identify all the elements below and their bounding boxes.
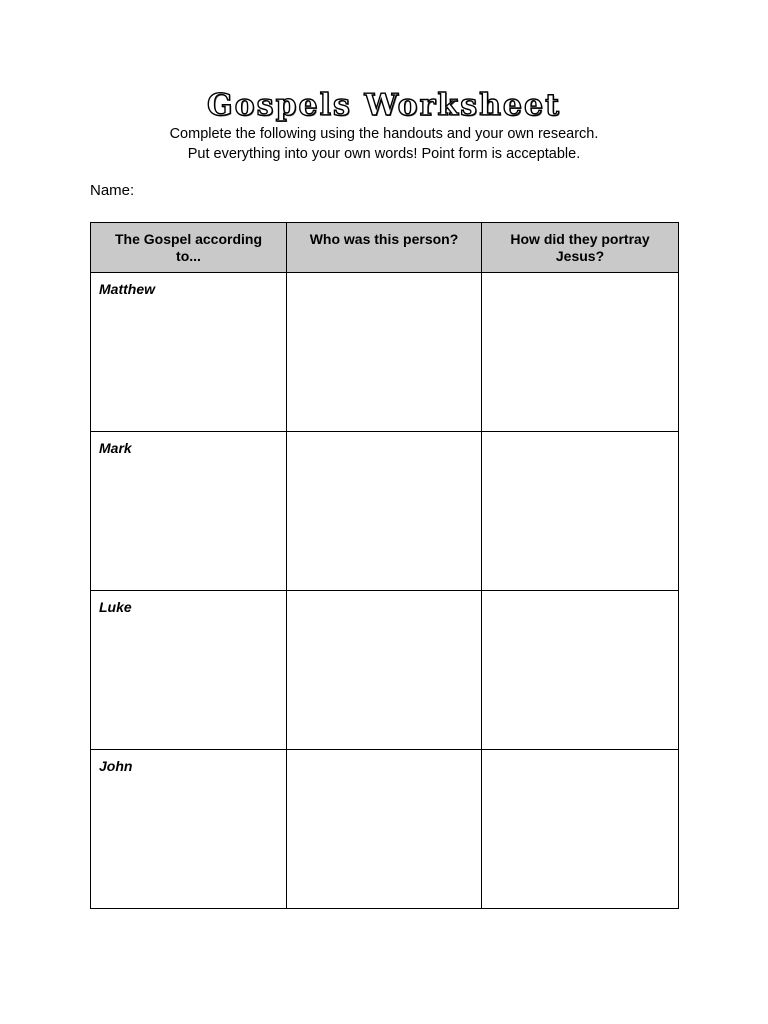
header-how-portray-jesus: How did they portray Jesus?	[482, 223, 679, 273]
answer-cell-person[interactable]	[287, 273, 482, 432]
gospel-name-luke: Luke	[99, 599, 132, 615]
answer-cell-portrayal[interactable]	[482, 273, 679, 432]
gospel-cell	[91, 750, 287, 909]
gospel-cell	[91, 591, 287, 750]
table-header-row	[91, 223, 679, 273]
answer-cell-portrayal[interactable]	[482, 432, 679, 591]
instruction-line-1: Complete the following using the handouts and your own research.	[169, 126, 599, 142]
table-row	[91, 750, 679, 909]
gospel-name-john: John	[99, 758, 133, 774]
answer-cell-portrayal[interactable]	[482, 591, 679, 750]
gospels-table	[90, 222, 679, 909]
header-gospel-according-to: The Gospel according to...	[91, 223, 287, 273]
gospel-name-mark: Mark	[99, 440, 132, 456]
instruction-line-2: Put everything into your own words! Point form is acceptable.	[187, 145, 581, 162]
answer-cell-portrayal[interactable]	[482, 750, 679, 909]
gospel-cell	[91, 432, 287, 591]
name-label: Name:	[90, 182, 135, 199]
gospel-name-matthew: Matthew	[99, 281, 155, 297]
table-row	[91, 273, 679, 432]
answer-cell-person[interactable]	[287, 591, 482, 750]
answer-cell-person[interactable]	[287, 432, 482, 591]
header-who-was-this-person: Who was this person?	[287, 223, 482, 273]
worksheet-title: Gospels Worksheet	[207, 88, 561, 123]
gospel-cell	[91, 273, 287, 432]
instructions	[0, 125, 768, 164]
table-row	[91, 591, 679, 750]
table-row	[91, 432, 679, 591]
answer-cell-person[interactable]	[287, 750, 482, 909]
